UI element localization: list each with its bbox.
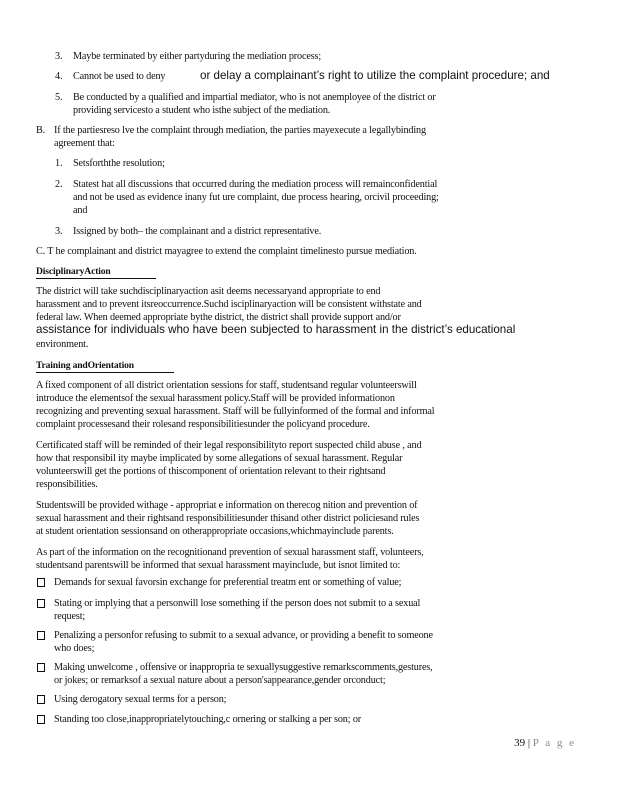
section-label: B. (36, 125, 46, 136)
page-footer (514, 737, 576, 749)
list-item-text: and not be used as evidence inany fut ure complaint, due process hearing, orcivil proceeding; (73, 192, 439, 203)
list-item-text: Statest hat all discussions that occurred during the mediation process will remainconfidential (73, 179, 438, 190)
bullet-text: Standing too close,inappropriatelytouching,c ornering or stalking a per son; or (54, 714, 362, 725)
list-number: 1. (55, 158, 63, 169)
list-item-text: Issigned by both– the complainant and a district representative. (73, 226, 322, 237)
disciplinary-heading: DisciplinaryAction (36, 266, 111, 277)
bullet-text: who does; (54, 643, 95, 654)
list-number: 2. (55, 179, 63, 190)
list-item-text: Maybe terminated by either partyduring the mediation process; (73, 51, 322, 62)
square-bullet-icon (37, 663, 45, 672)
paragraph-line: sexual harassment and their rightsand responsibilitiesunder thisand other district policiesand rules (36, 513, 420, 524)
list-item-text: Setsforththe resolution; (73, 158, 165, 169)
heading-underline (36, 372, 174, 373)
paragraph-line: A fixed component of all district orientation sessions for staff, studentsand regular volunteerswill (36, 380, 417, 391)
square-bullet-icon (37, 599, 45, 608)
list-item-text-large: or delay a complainant’s right to utilize the complaint procedure; and (200, 69, 550, 82)
square-bullet-icon (37, 578, 45, 587)
square-bullet-icon (37, 695, 45, 704)
list-item-text: and (73, 205, 88, 216)
page-label: P a g e (532, 737, 576, 749)
paragraph-line: harassment and to prevent itsreoccurrence.Suchd isciplinaryaction will be consistent withstate and (36, 299, 422, 310)
paragraph-line: volunteerswill get the portions of thiscomponent of orientation relevant to their rightsand (36, 466, 386, 477)
paragraph-line-large: assistance for individuals who have been subjected to harassment in the district’s educational (36, 323, 516, 336)
list-number: 3. (55, 51, 63, 62)
paragraph-line: The district will take suchdisciplinaryaction asit deems necessaryand appropriate to end (36, 286, 381, 297)
paragraph-line: Certificated staff will be reminded of their legal responsibilityto report suspected child abuse , and (36, 440, 422, 451)
paragraph-line: recognizing and preventing sexual harassment. Staff will be fullyinformed of the formal and informal (36, 406, 435, 417)
paragraph-line: agreement that: (54, 138, 115, 149)
paragraph-line: studentsand parentswill be informed that sexual harassment mayinclude, but isnot limited to: (36, 560, 401, 571)
paragraph-line: how that responsibil ity maybe implicated by some allegations of sexual harassment. Regular (36, 453, 403, 464)
paragraph-line: federal law. When deemed appropriate bythe district, the district shall provide support and/or (36, 312, 401, 323)
list-number: 4. (55, 71, 63, 82)
square-bullet-icon (37, 631, 45, 640)
list-item-text: Cannot be used to deny (73, 71, 166, 82)
bullet-text: Using derogatory sexual terms for a person; (54, 694, 227, 705)
page-number: 39 (514, 737, 526, 749)
list-number: 3. (55, 226, 63, 237)
bullet-text: Penalizing a personfor refusing to submit to a sexual advance, or providing a benefit to someone (54, 630, 433, 641)
paragraph-line: responsibilities. (36, 479, 98, 490)
section-c-line: C. T he complainant and district mayagree to extend the complaint timelinesto pursue mediation. (36, 246, 417, 257)
paragraph-line: As part of the information on the recognitionand prevention of sexual harassment staff, volunteers, (36, 547, 424, 558)
bullet-text: Demands for sexual favorsin exchange for preferential treatm ent or something of value; (54, 577, 402, 588)
paragraph-line: at student orientation sessionsand on otherappropriate occasions,whichmayinclude parents. (36, 526, 394, 537)
bullet-text: request; (54, 611, 86, 622)
footer-separator: | (527, 737, 531, 749)
list-item-text: providing servicesto a student who isthe subject of the mediation. (73, 105, 331, 116)
paragraph-line: If the partiesreso lve the complaint through mediation, the parties mayexecute a legallybinding (54, 125, 426, 136)
square-bullet-icon (37, 715, 45, 724)
paragraph-line: environment. (36, 339, 89, 350)
bullet-text: or jokes; or remarksof a sexual nature about a person'sappearance,gender orconduct; (54, 675, 386, 686)
paragraph-line: complaint processesand their rolesand responsibilitiesunder the policyand procedure. (36, 419, 370, 430)
list-item-text: Be conducted by a qualified and impartial mediator, who is not anemployee of the district or (73, 92, 436, 103)
bullet-text: Stating or implying that a personwill lose something if the person does not submit to a sexual (54, 598, 421, 609)
paragraph-line: introduce the elementsof the sexual harassment policy.Staff will be provided informationon (36, 393, 395, 404)
paragraph-line: Studentswill be provided withage - appropriat e information on therecog nition and prevention of (36, 500, 418, 511)
list-number: 5. (55, 92, 63, 103)
bullet-text: Making unwelcome , offensive or inappropria te sexuallysuggestive remarkscomments,gestures, (54, 662, 433, 673)
heading-underline (36, 278, 156, 279)
training-heading: Training andOrientation (36, 360, 134, 371)
